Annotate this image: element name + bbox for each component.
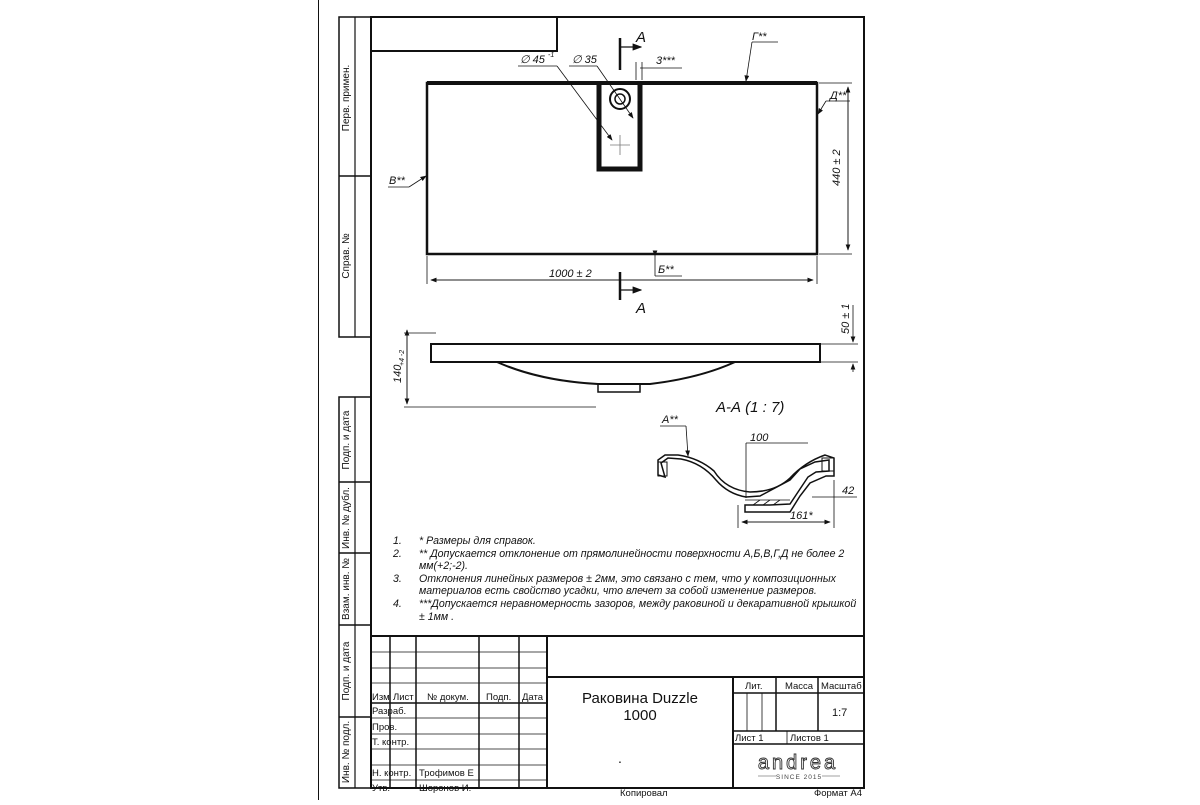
role-n-kontr: Н. контр. <box>372 768 412 779</box>
dim-100: 100 <box>750 432 769 444</box>
side-label-podp-2: Подп. и дата <box>341 641 352 701</box>
note-item <box>393 573 863 598</box>
title-block <box>371 636 864 799</box>
side-label-vzam: Взам. инв. № <box>341 558 352 620</box>
hdr-doc-no: № докум. <box>427 692 469 703</box>
dim-hole-35: ∅ 35 <box>572 54 597 66</box>
note-number: 1. <box>393 535 402 547</box>
top-view <box>388 29 852 317</box>
dim-height-total-tol: +4 -2 <box>399 349 406 366</box>
name-utv: Шоронов И. <box>419 783 472 794</box>
brand-since: SINCE 2015 <box>775 774 823 781</box>
note-item <box>393 535 863 548</box>
label-format: Формат А4 <box>814 788 863 799</box>
note-text: Отклонения линейных размеров ± 2мм, это связано с тем, что у композиционных материалов есть свойство усадки, что влечет за собой изменение размеров. <box>419 572 836 598</box>
dim-gap: 3*** <box>656 55 675 67</box>
label-sheets: Листов 1 <box>790 733 829 744</box>
label-sheet: Лист 1 <box>735 733 764 744</box>
hdr-list: Лист <box>393 692 414 703</box>
note-number: 3. <box>393 572 402 585</box>
role-utv: Утв. <box>372 783 391 794</box>
surface-label-a: А** <box>662 414 678 426</box>
note-item <box>393 598 863 623</box>
label-kopiroval: Копировал <box>620 788 668 799</box>
section-view <box>658 399 857 528</box>
name-n-kontr: Трофимов Е <box>419 768 474 779</box>
sink-front-outline <box>431 344 820 362</box>
side-label-perv: Перв. примен. <box>341 64 352 132</box>
dim-height-total: 140 <box>392 364 404 383</box>
front-view <box>392 303 858 407</box>
side-label-inv-dubl: Инв. № дубл. <box>341 487 352 549</box>
note-number: 2. <box>393 547 402 560</box>
dim-42: 42 <box>842 485 855 497</box>
role-prov: Пров. <box>372 722 398 733</box>
label-massa: Масса <box>785 681 814 692</box>
section-marker-bottom: А <box>636 300 647 317</box>
brand-logo: andrea <box>757 752 839 774</box>
dim-depth: 440 ± 2 <box>831 149 843 186</box>
main-frame <box>371 17 864 788</box>
drawing-title-line2: 1000 <box>623 707 657 724</box>
hdr-data: Дата <box>522 692 544 703</box>
drawing-title-line1: Раковина Duzzle <box>582 690 698 707</box>
label-masshtab: Масштаб <box>821 681 862 692</box>
surface-label-b: Б** <box>658 264 674 276</box>
dim-161: 161* <box>790 510 813 522</box>
side-label-podp-1: Подп. и дата <box>341 410 352 470</box>
surface-label-d: Д** <box>830 90 847 102</box>
scale-value: 1:7 <box>832 707 848 719</box>
trim-line <box>318 0 319 800</box>
side-label-sprav: Справ. № <box>341 233 352 279</box>
section-title: А-А (1 : 7) <box>716 399 785 416</box>
surface-label-v: В** <box>389 175 405 187</box>
note-item <box>393 548 863 573</box>
faucet-recess <box>599 85 640 169</box>
drain-front <box>598 384 640 392</box>
dim-hole-45: ∅ 45 <box>520 54 545 66</box>
role-t-kontr: Т. контр. <box>372 737 410 748</box>
top-left-box <box>371 17 557 51</box>
note-text: ** Допускается отклонение от прямолинейности поверхности А,Б,В,Г,Д не более 2 мм(+2;-2). <box>419 547 845 573</box>
side-label-inv-podl: Инв. № подл. <box>341 720 352 784</box>
sink-bowl-front <box>497 362 735 384</box>
note-text: ***Допускается неравномерность зазоров, между раковиной и декаративной крышкой ± 1мм . <box>419 597 857 623</box>
left-side-column <box>339 17 371 788</box>
note-text: * Размеры для справок. <box>419 535 536 547</box>
hdr-podp: Подп. <box>486 692 512 703</box>
note-number: 4. <box>393 597 402 610</box>
dim-length: 1000 ± 2 <box>549 268 592 280</box>
section-marker-top: А <box>636 29 647 46</box>
dim-edge: 50 ± 1 <box>840 303 852 334</box>
dim-hole-45-tol: -1 <box>548 52 555 59</box>
center-dot: · <box>617 753 623 769</box>
role-razrab: Разраб. <box>372 706 407 717</box>
hdr-izm: Изм <box>372 692 390 703</box>
surface-label-g: Г** <box>752 31 767 43</box>
notes-list <box>393 535 863 623</box>
label-lit: Лит. <box>745 681 763 692</box>
